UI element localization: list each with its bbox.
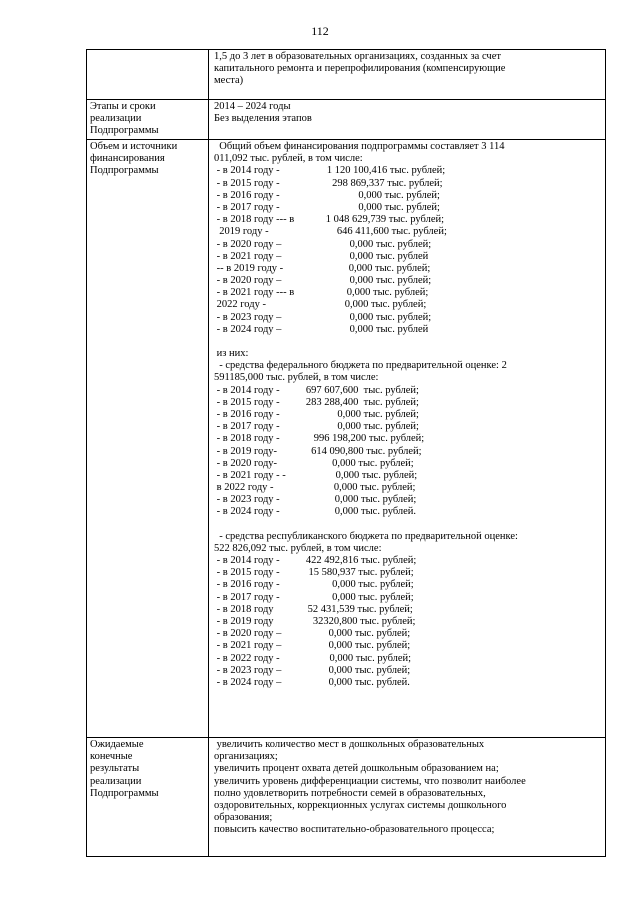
row-value-places bbox=[209, 50, 605, 99]
of-them-label: из них: bbox=[214, 348, 249, 359]
text-line: конечные bbox=[90, 751, 133, 763]
text-line: увеличить количество мест в дошкольных образовательных bbox=[214, 739, 485, 750]
text-line: 2014 – 2024 годы bbox=[214, 101, 291, 112]
total-financing-years bbox=[214, 165, 601, 336]
text-line: реализации bbox=[90, 775, 142, 787]
text-line: - в 2017 году - 0,000 тыс. рублей; bbox=[214, 591, 414, 603]
text-line: Объем и источники bbox=[90, 141, 178, 152]
text-line: - в 2017 году - 0,000 тыс. рублей; bbox=[214, 201, 440, 213]
text-line: - в 2015 году - 283 288,400 тыс. рублей; bbox=[214, 396, 419, 408]
row-label-financing bbox=[87, 140, 209, 737]
row-value-stages bbox=[209, 100, 605, 139]
text-line: 011,092 тыс. рублей, в том числе: bbox=[214, 153, 363, 165]
republic-budget-text bbox=[214, 531, 601, 555]
text-line: - в 2018 году --- в 1 048 629,739 тыс. рублей; bbox=[214, 214, 445, 226]
text-line: увеличить уровень дифференциации системы, что позволит наиболее bbox=[214, 775, 526, 787]
text-line: места) bbox=[214, 75, 244, 87]
text-line: Общий объем финансирования подпрограммы составляет 3 114 bbox=[214, 141, 505, 152]
text-line: - в 2016 году - 0,000 тыс. рублей; bbox=[214, 579, 414, 591]
text-line: - в 2020 году- 0,000 тыс. рублей; bbox=[214, 457, 414, 469]
table-row-financing bbox=[87, 140, 605, 738]
text-line: - в 2020 году – 0,000 тыс. рублей; bbox=[214, 628, 411, 640]
text-line: - в 2014 году - 697 607,600 тыс. рублей; bbox=[214, 384, 419, 396]
table-row-stages bbox=[87, 100, 605, 140]
text-line: - в 2017 году - 0,000 тыс. рублей; bbox=[214, 421, 419, 433]
text-line: - в 2016 году - 0,000 тыс. рублей; bbox=[214, 408, 419, 420]
text-line: - в 2014 году - 1 120 100,416 тыс. рублей; bbox=[214, 165, 446, 177]
text-line: - в 2021 году – 0,000 тыс. рублей bbox=[214, 250, 429, 262]
text-line: полно удовлетворить потребности семей в образовательных, bbox=[214, 787, 486, 799]
text-line: - в 2021 году - - 0,000 тыс. рублей; bbox=[214, 469, 418, 481]
text-line: 2022 году - 0,000 тыс. рублей; bbox=[214, 299, 427, 311]
text-line: оздоровительных, коррекционных услугах системы дошкольного bbox=[214, 799, 507, 811]
total-financing-text bbox=[214, 141, 601, 165]
text-line: - в 2023 году - 0,000 тыс. рублей; bbox=[214, 494, 417, 506]
text-line: образования; bbox=[214, 812, 273, 824]
text-line: организациях; bbox=[214, 751, 278, 763]
text-line: Ожидаемые bbox=[90, 739, 144, 750]
row-label-stages bbox=[87, 100, 209, 139]
text-line: - в 2022 году - 0,000 тыс. рублей; bbox=[214, 652, 412, 664]
text-line: финансирования bbox=[90, 153, 165, 165]
text-line: реализации bbox=[90, 113, 142, 125]
text-line: - в 2023 году – 0,000 тыс. рублей; bbox=[214, 664, 411, 676]
republic-budget-years bbox=[214, 555, 601, 689]
text-line: - средства федерального бюджета по предварительной оценке: 2 bbox=[214, 360, 507, 372]
text-line: - в 2024 году – 0,000 тыс. рублей bbox=[214, 323, 429, 335]
text-line: 522 826,092 тыс. рублей, в том числе: bbox=[214, 542, 382, 554]
passport-table bbox=[86, 49, 606, 857]
text-line: - в 2018 году - 996 198,200 тыс. рублей; bbox=[214, 433, 425, 445]
page-number: 112 bbox=[311, 24, 329, 38]
row-label-results bbox=[87, 738, 209, 856]
text-line: Этапы и сроки bbox=[90, 101, 156, 112]
federal-budget-years bbox=[214, 385, 601, 519]
text-line: 1,5 до 3 лет в образовательных организациях, созданных за счет bbox=[214, 51, 501, 62]
text-line: 2019 году - 646 411,600 тыс. рублей; bbox=[214, 226, 447, 238]
federal-budget-text bbox=[214, 360, 601, 384]
text-line: - в 2019 году 32320,800 тыс. рублей; bbox=[214, 615, 416, 627]
text-line: - в 2023 году – 0,000 тыс. рублей; bbox=[214, 311, 432, 323]
text-line: - средства республиканского бюджета по предварительной оценке: bbox=[214, 530, 518, 542]
text-line: - в 2018 году 52 431,539 тыс. рублей; bbox=[214, 603, 413, 615]
text-line: увеличить процент охвата детей дошкольным образованием на; bbox=[214, 763, 499, 775]
text-line: - в 2019 году- 614 090,800 тыс. рублей; bbox=[214, 445, 422, 457]
text-line: 591185,000 тыс. рублей, в том числе: bbox=[214, 372, 379, 384]
text-line: - в 2016 году - 0,000 тыс. рублей; bbox=[214, 189, 440, 201]
text-line: - в 2014 году - 422 492,816 тыс. рублей; bbox=[214, 555, 417, 566]
text-line: капитального ремонта и перепрофилирования (компенсирующие bbox=[214, 63, 506, 75]
text-line: Подпрограммы bbox=[90, 125, 159, 137]
table-row-results bbox=[87, 738, 605, 856]
text-line: - в 2021 году --- в 0,000 тыс. рублей; bbox=[214, 287, 429, 299]
text-line: Без выделения этапов bbox=[214, 113, 312, 125]
text-line: результаты bbox=[90, 763, 140, 775]
text-line: - в 2021 году – 0,000 тыс. рублей; bbox=[214, 640, 411, 652]
text-line: -- в 2019 году - 0,000 тыс. рублей; bbox=[214, 262, 431, 274]
row-label-empty bbox=[87, 50, 209, 99]
text-line: повысить качество воспитательно-образовательного процесса; bbox=[214, 824, 495, 836]
text-line: в 2022 году - 0,000 тыс. рублей; bbox=[214, 482, 416, 494]
row-value-results bbox=[209, 738, 605, 856]
text-line: - в 2024 году – 0,000 тыс. рублей. bbox=[214, 676, 410, 688]
text-line: - в 2015 году - 15 580,937 тыс. рублей; bbox=[214, 567, 414, 579]
text-line: - в 2020 году – 0,000 тыс. рублей; bbox=[214, 275, 432, 287]
text-line: - в 2024 году - 0,000 тыс. рублей. bbox=[214, 506, 417, 518]
text-line: - в 2020 году – 0,000 тыс. рублей; bbox=[214, 238, 432, 250]
text-line: Подпрограммы bbox=[90, 165, 159, 177]
text-line: - в 2015 году - 298 869,337 тыс. рублей; bbox=[214, 177, 443, 189]
table-row-places bbox=[87, 50, 605, 100]
text-line: Подпрограммы bbox=[90, 787, 159, 799]
row-value-financing bbox=[209, 140, 605, 737]
